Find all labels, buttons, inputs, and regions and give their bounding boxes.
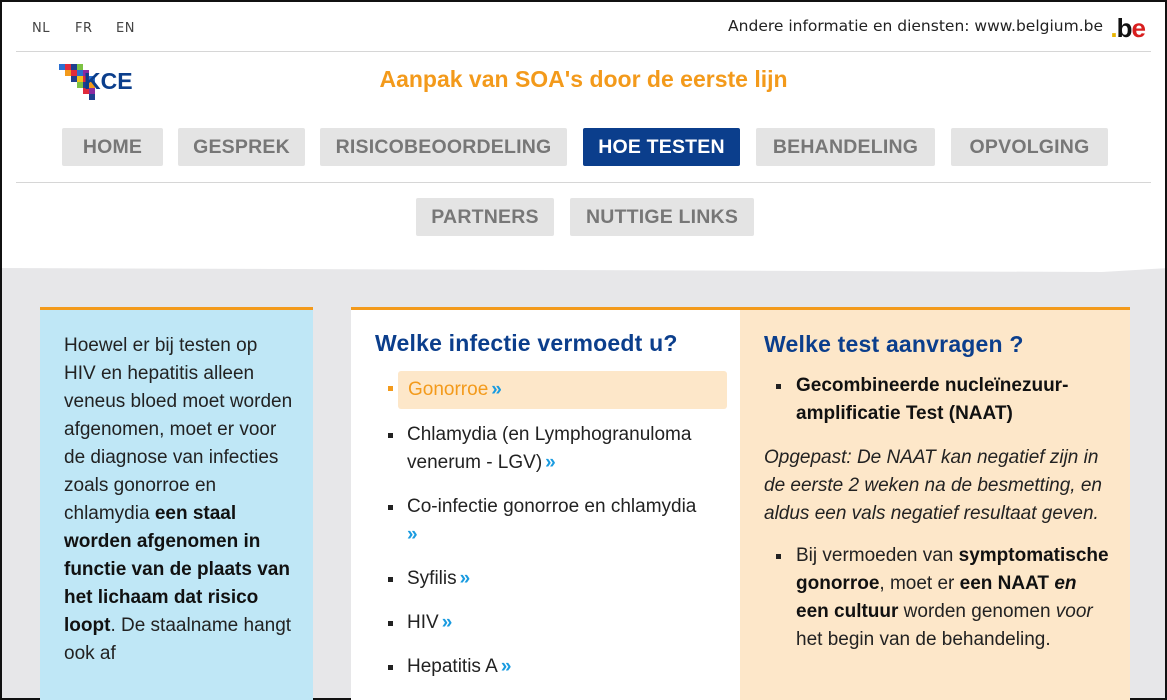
- lang-nl-link[interactable]: NL: [32, 21, 50, 36]
- item2-text-a: Bij vermoeden van: [796, 545, 959, 566]
- item2-text-i: het begin van de behandeling.: [796, 629, 1051, 650]
- infection-label: Chlamydia (en Lymphogranuloma venerum - LGV): [407, 424, 692, 473]
- other-info-link[interactable]: Andere informatie en diensten: www.belgium.be: [728, 17, 1103, 35]
- be-logo-b: b: [1116, 13, 1132, 43]
- item2-bold-f: een cultuur: [796, 601, 899, 622]
- kce-logo-text[interactable]: KCE: [84, 68, 133, 94]
- infection-item-co-infectie[interactable]: [375, 493, 727, 549]
- chevron-right-icon: »: [441, 612, 453, 633]
- bullet-icon: [388, 433, 393, 438]
- nav-home[interactable]: HOME: [62, 128, 163, 166]
- test-panel: [740, 307, 1130, 700]
- chevron-right-icon: »: [491, 379, 502, 400]
- be-logo-e: e: [1131, 13, 1145, 43]
- chevron-right-icon: »: [459, 568, 471, 589]
- chevron-right-icon: »: [407, 524, 418, 545]
- infection-item-gonorroe[interactable]: [375, 371, 727, 409]
- nav-gesprek[interactable]: GESPREK: [178, 128, 305, 166]
- nav-risicobeoordeling[interactable]: RISICOBEOORDELING: [320, 128, 567, 166]
- nav-behandeling[interactable]: BEHANDELING: [756, 128, 935, 166]
- selected-item-box[interactable]: [398, 371, 727, 409]
- infection-item-syfilis[interactable]: [375, 565, 727, 593]
- bullet-icon: [388, 505, 393, 510]
- infection-item-hepatitis-a[interactable]: [375, 653, 727, 681]
- site-title: [2, 66, 1165, 93]
- infection-heading: Welke infectie vermoedt u?: [375, 330, 678, 356]
- bullet-icon: [776, 554, 781, 559]
- test-list-2: [764, 542, 1112, 654]
- item2-bold-italic-e: en: [1054, 573, 1077, 594]
- chevron-right-icon: »: [500, 656, 512, 677]
- top-bar: [16, 2, 1151, 52]
- left-panel-text-2: . De staalname hangt ook af: [64, 615, 292, 664]
- test-heading: Welke test aanvragen ?: [764, 331, 1024, 357]
- test-item-symptomatic: [764, 542, 1112, 654]
- test-item-naat: [764, 372, 1112, 428]
- nav-nuttige-links[interactable]: NUTTIGE LINKS: [570, 198, 754, 236]
- bullet-icon: [388, 577, 393, 582]
- item2-italic-h: voor: [1055, 601, 1093, 622]
- infection-label: Gonorroe: [408, 379, 489, 400]
- nav-opvolging[interactable]: OPVOLGING: [951, 128, 1108, 166]
- infection-label: HIV: [407, 612, 439, 633]
- lang-fr-link[interactable]: FR: [75, 21, 93, 36]
- infection-label: Co-infectie gonorroe en chlamydia: [407, 496, 697, 517]
- left-panel-text-1: Hoewel er bij testen op HIV en hepatitis alleen veneus bloed moet worden afgenomen, moet er voor de diagnose van infecties zoals gonorroe en chlamydia: [64, 335, 293, 524]
- chevron-right-icon: »: [545, 452, 556, 473]
- lang-en-link[interactable]: EN: [116, 21, 135, 36]
- bullet-icon: [388, 386, 393, 391]
- infection-item-chlamydia[interactable]: [375, 421, 727, 477]
- be-logo-dot: .: [1110, 13, 1117, 43]
- left-info-panel: [40, 307, 313, 700]
- bullet-icon: [388, 621, 393, 626]
- infection-label: Hepatitis A: [407, 656, 498, 677]
- infection-list: [375, 371, 727, 681]
- test-list: [764, 372, 1112, 428]
- test-item-naat-label: Gecombineerde nucleïnezuur-amplificatie Test (NAAT): [796, 375, 1069, 424]
- nav-divider: [16, 182, 1151, 183]
- bullet-icon: [388, 665, 393, 670]
- item2-text-g: worden genomen: [898, 601, 1056, 622]
- nav-hoe-testen[interactable]: HOE TESTEN: [583, 128, 740, 166]
- infection-label: Syfilis: [407, 568, 457, 589]
- infection-item-hiv[interactable]: [375, 609, 727, 637]
- item2-bold-d: een NAAT: [959, 573, 1055, 594]
- belgium-be-logo[interactable]: [1110, 13, 1145, 44]
- infection-panel: [351, 307, 741, 700]
- item2-text-c: , moet er: [879, 573, 960, 594]
- nav-partners[interactable]: PARTNERS: [416, 198, 554, 236]
- bullet-icon: [776, 384, 781, 389]
- naat-warning-note: Opgepast: De NAAT kan negatief zijn in de eerste 2 weken na de besmetting, en aldus een vals negatief resultaat geven.: [764, 447, 1103, 524]
- site-title-text[interactable]: Aanpak van SOA's door de eerste lijn: [379, 66, 788, 92]
- item2-bold-b: symptomatische gonorroe: [796, 545, 1109, 594]
- left-panel-bold: een staal worden afgenomen in functie van de plaats van het lichaam dat risico loopt: [64, 503, 290, 636]
